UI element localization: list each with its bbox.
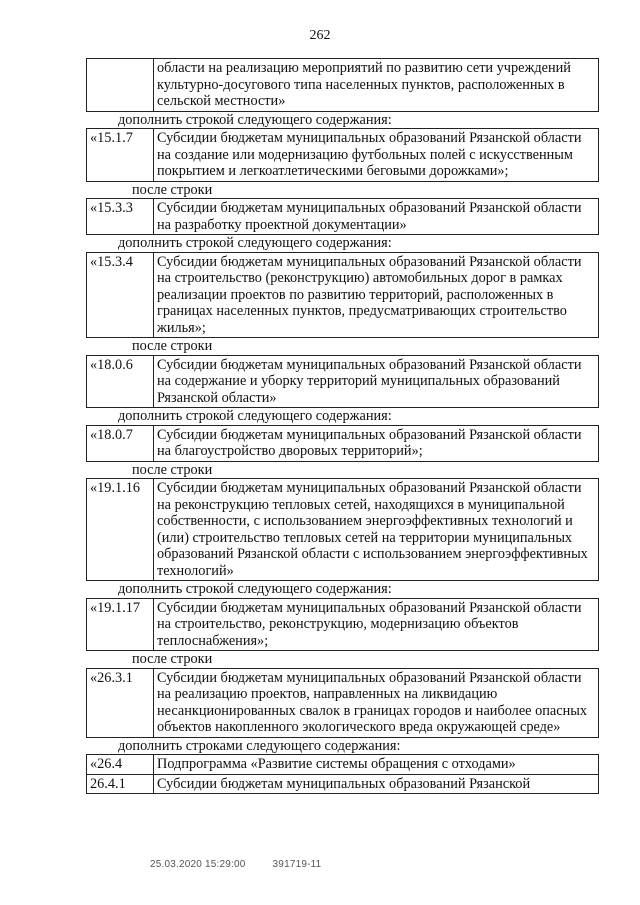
row-code: «15.1.7 [87,129,154,181]
row-code: «18.0.6 [87,356,154,408]
row-code [87,59,154,111]
table-row [86,355,599,409]
footer-timestamp: 25.03.2020 15:29:00 [150,859,246,870]
table-row [86,478,599,581]
table-row [86,128,599,182]
instruction-line: после строки [132,181,213,198]
document-body [86,58,599,794]
instruction-line: дополнить строкой следующего содержания: [118,111,392,128]
row-text: Субсидии бюджетам муниципальных образований Рязанской области на строительство (реконструкцию) автомобильных дорог в рамках реализации проектов по развитию территорий, расположенных в границах населенных пунктов, предусматривающих строительство жилья»; [157,253,582,336]
table-row [86,425,599,462]
footer-doc-id: 391719-11 [272,859,322,870]
row-text: Субсидии бюджетам муниципальных образований Рязанской [157,775,531,792]
table-row [86,198,599,235]
page-number: 262 [309,28,331,43]
row-text: области на реализацию мероприятий по развитию сети учреждений культурно-досугового типа населенных пунктов, расположенных в сельской местности» [157,60,571,109]
instruction-line: дополнить строками следующего содержания: [118,737,401,754]
row-text: Субсидии бюджетам муниципальных образований Рязанской области на реконструкцию тепловых сетей, находящихся в муниципальной собственности, с использованием энергоэффективных технологий и (или) строительство тепловых сетей на территории муниципальных образований Рязанской области с использованием энергоэффективных технологий» [157,480,588,579]
instruction-line: дополнить строкой следующего содержания: [118,408,392,424]
table-row [86,775,599,795]
row-text: Субсидии бюджетам муниципальных образований Рязанской области на содержание и уборку территорий муниципальных образований Рязанской области» [157,356,582,406]
table-row [86,252,599,339]
table-row [86,598,599,652]
row-code: «19.1.17 [87,599,154,651]
row-text: Субсидии бюджетам муниципальных образований Рязанской области на строительство, реконструкцию, модернизацию объектов теплоснабжения»; [157,599,582,649]
row-text: Субсидии бюджетам муниципальных образований Рязанской области на реализацию проектов, направленных на ликвидацию несанкционированных свалок в границах городов и наиболее опасных объектов накопленного экологического вреда окружающей среде» [157,669,587,735]
row-code: «19.1.16 [87,479,154,580]
instruction-line: дополнить строкой следующего содержания: [118,235,392,251]
instruction-line: после строки [132,651,213,667]
row-code: 26.4.1 [87,775,154,794]
row-code: «26.4 [87,755,154,774]
instruction-line: дополнить строкой следующего содержания: [118,581,392,597]
row-code: «26.3.1 [87,669,154,737]
row-text: Подпрограмма «Развитие системы обращения с отходами» [157,756,516,772]
table-row [86,754,599,775]
table-row [86,668,599,738]
row-text: Субсидии бюджетам муниципальных образований Рязанской области на благоустройство дворовых территорий»; [157,426,582,459]
document-footer [150,859,345,870]
row-code: «15.3.3 [87,199,154,234]
table-row [86,58,599,112]
row-text: Субсидии бюджетам муниципальных образований Рязанской области на разработку проектной документации» [157,200,582,233]
row-code: «18.0.7 [87,426,154,461]
row-text: Субсидии бюджетам муниципальных образований Рязанской области на создание или модернизацию футбольных полей с искусственным покрытием и легкоатлетическими беговыми дорожками»; [157,130,582,179]
instruction-line: после строки [132,338,213,354]
row-code: «15.3.4 [87,253,154,338]
instruction-line: после строки [132,461,213,478]
